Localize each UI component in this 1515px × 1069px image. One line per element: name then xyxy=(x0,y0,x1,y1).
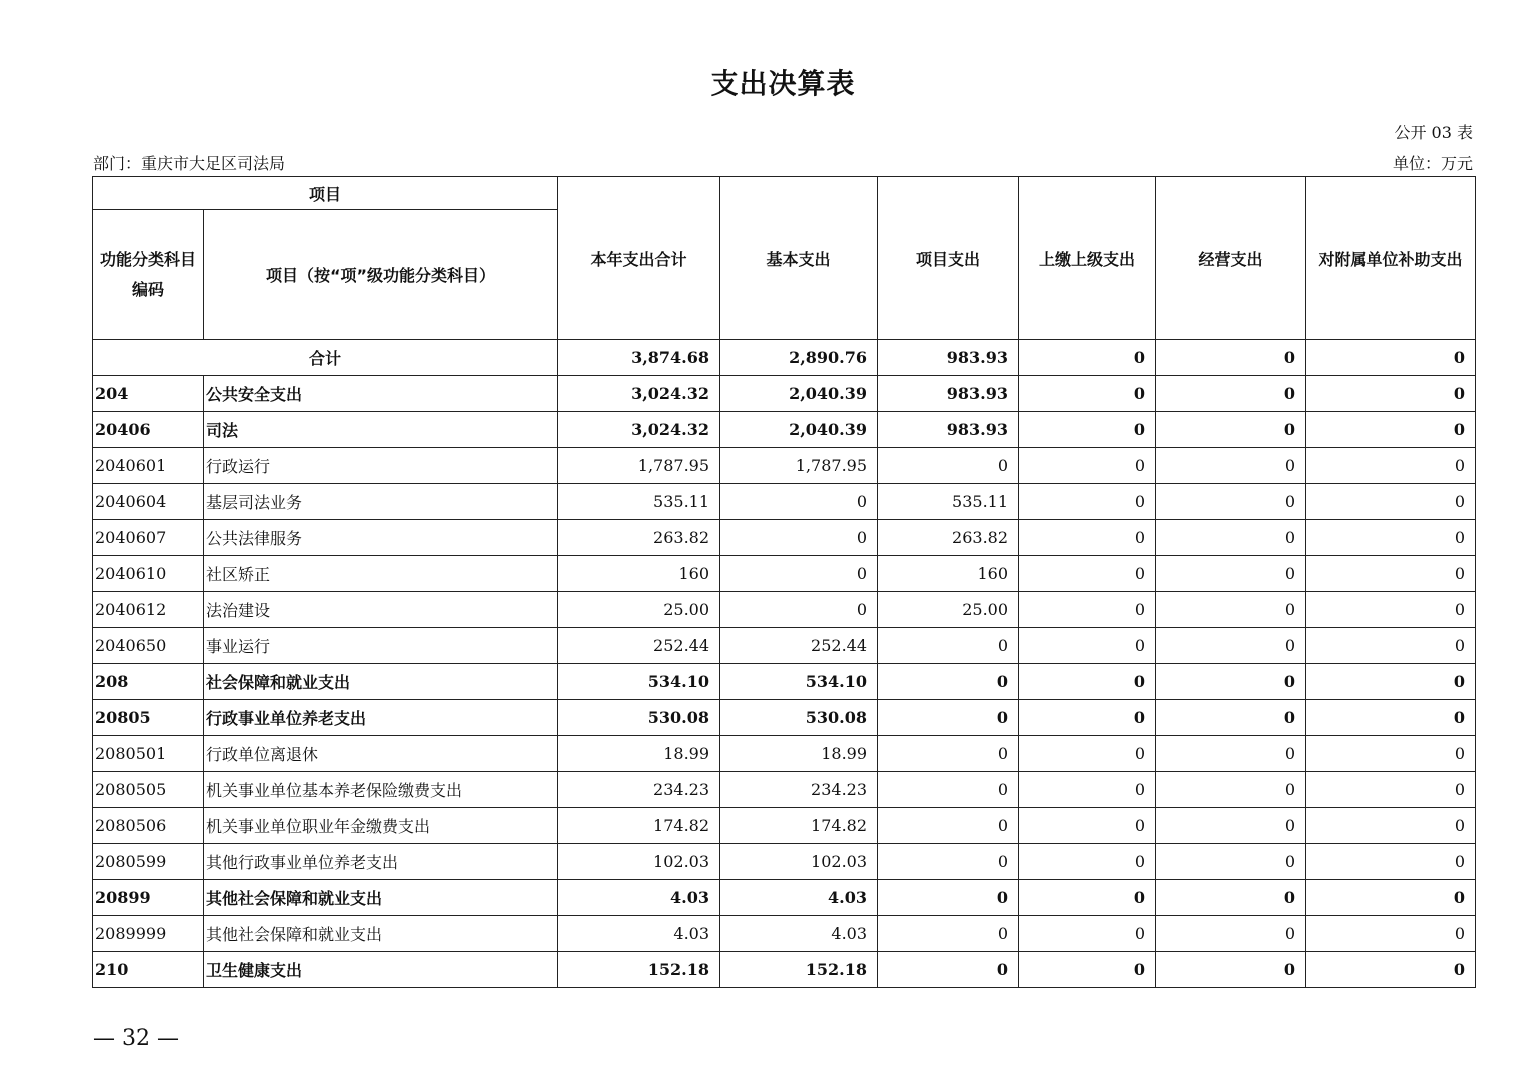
row-value: 0 xyxy=(1306,880,1476,916)
row-value: 0 xyxy=(1019,952,1156,988)
table-row xyxy=(93,556,1476,592)
row-value: 0 xyxy=(1306,772,1476,808)
header-subsidiary: 对附属单位补助支出 xyxy=(1306,177,1476,340)
row-code: 210 xyxy=(93,952,204,988)
row-name: 行政事业单位养老支出 xyxy=(204,700,558,736)
row-value: 0 xyxy=(1019,772,1156,808)
total-row xyxy=(93,340,1476,376)
row-value: 3,024.32 xyxy=(558,376,720,412)
table-row xyxy=(93,376,1476,412)
row-name: 其他行政事业单位养老支出 xyxy=(204,844,558,880)
row-value: 0 xyxy=(1156,592,1306,628)
total-cell: 2,890.76 xyxy=(720,340,878,376)
table-row xyxy=(93,520,1476,556)
row-value: 1,787.95 xyxy=(558,448,720,484)
row-value: 2,040.39 xyxy=(720,376,878,412)
row-name: 事业运行 xyxy=(204,628,558,664)
row-code: 2040610 xyxy=(93,556,204,592)
row-name: 机关事业单位职业年金缴费支出 xyxy=(204,808,558,844)
total-cell: 3,874.68 xyxy=(558,340,720,376)
row-value: 0 xyxy=(1019,844,1156,880)
row-value: 0 xyxy=(878,916,1019,952)
table-row xyxy=(93,772,1476,808)
row-code: 2040604 xyxy=(93,484,204,520)
row-value: 152.18 xyxy=(720,952,878,988)
row-value: 0 xyxy=(720,484,878,520)
row-name: 行政运行 xyxy=(204,448,558,484)
row-value: 535.11 xyxy=(558,484,720,520)
row-value: 535.11 xyxy=(878,484,1019,520)
header-total: 本年支出合计 xyxy=(558,177,720,340)
row-value: 0 xyxy=(1156,844,1306,880)
row-value: 0 xyxy=(720,556,878,592)
table-row xyxy=(93,484,1476,520)
row-code: 2080599 xyxy=(93,844,204,880)
header-basic: 基本支出 xyxy=(720,177,878,340)
row-value: 102.03 xyxy=(720,844,878,880)
row-value: 0 xyxy=(1306,664,1476,700)
row-value: 174.82 xyxy=(720,808,878,844)
row-value: 0 xyxy=(1156,736,1306,772)
table-row xyxy=(93,448,1476,484)
header-code xyxy=(93,210,204,340)
row-value: 18.99 xyxy=(558,736,720,772)
row-value: 0 xyxy=(1019,700,1156,736)
row-value: 0 xyxy=(1156,700,1306,736)
row-value: 0 xyxy=(878,808,1019,844)
row-value: 0 xyxy=(1156,880,1306,916)
total-cell: 0 xyxy=(1156,340,1306,376)
row-name: 机关事业单位基本养老保险缴费支出 xyxy=(204,772,558,808)
unit-label: 单位：万元 xyxy=(1392,154,1473,173)
row-value: 0 xyxy=(1306,916,1476,952)
row-name: 其他社会保障和就业支出 xyxy=(204,880,558,916)
row-value: 0 xyxy=(720,592,878,628)
row-value: 0 xyxy=(1156,448,1306,484)
row-value: 0 xyxy=(1156,772,1306,808)
row-code: 2040607 xyxy=(93,520,204,556)
table-row xyxy=(93,592,1476,628)
row-value: 4.03 xyxy=(558,880,720,916)
row-code: 2080505 xyxy=(93,772,204,808)
row-value: 0 xyxy=(1156,484,1306,520)
row-code: 20899 xyxy=(93,880,204,916)
header-project-expenditure: 项目支出 xyxy=(878,177,1019,340)
row-value: 0 xyxy=(1306,376,1476,412)
row-name: 卫生健康支出 xyxy=(204,952,558,988)
row-code: 2040601 xyxy=(93,448,204,484)
table-row xyxy=(93,628,1476,664)
row-value: 0 xyxy=(878,772,1019,808)
row-value: 534.10 xyxy=(558,664,720,700)
row-value: 3,024.32 xyxy=(558,412,720,448)
page-number: — 32 — xyxy=(93,1026,179,1051)
row-value: 174.82 xyxy=(558,808,720,844)
row-value: 0 xyxy=(1156,412,1306,448)
row-value: 0 xyxy=(1156,664,1306,700)
row-value: 0 xyxy=(1019,484,1156,520)
header-code-line1: 功能分类科目 xyxy=(99,249,196,269)
row-value: 4.03 xyxy=(720,916,878,952)
row-value: 0 xyxy=(1306,700,1476,736)
row-name: 社区矫正 xyxy=(204,556,558,592)
row-code: 2040612 xyxy=(93,592,204,628)
table-number: 公开 03 表 xyxy=(1394,123,1473,142)
row-value: 0 xyxy=(1019,880,1156,916)
row-value: 0 xyxy=(1306,484,1476,520)
table-row xyxy=(93,736,1476,772)
row-value: 263.82 xyxy=(878,520,1019,556)
total-label: 合计 xyxy=(93,340,558,376)
row-value: 0 xyxy=(1156,520,1306,556)
row-name: 社会保障和就业支出 xyxy=(204,664,558,700)
table-row xyxy=(93,952,1476,988)
row-value: 252.44 xyxy=(720,628,878,664)
row-value: 0 xyxy=(720,520,878,556)
row-value: 0 xyxy=(1306,520,1476,556)
row-name: 法治建设 xyxy=(204,592,558,628)
row-value: 0 xyxy=(878,880,1019,916)
row-code: 20805 xyxy=(93,700,204,736)
row-value: 0 xyxy=(1156,916,1306,952)
row-name: 其他社会保障和就业支出 xyxy=(204,916,558,952)
row-value: 0 xyxy=(1019,556,1156,592)
row-value: 18.99 xyxy=(720,736,878,772)
row-value: 0 xyxy=(1019,376,1156,412)
row-value: 1,787.95 xyxy=(720,448,878,484)
row-value: 0 xyxy=(1156,808,1306,844)
row-value: 102.03 xyxy=(558,844,720,880)
row-value: 252.44 xyxy=(558,628,720,664)
total-cell: 983.93 xyxy=(878,340,1019,376)
row-value: 2,040.39 xyxy=(720,412,878,448)
row-name: 公共安全支出 xyxy=(204,376,558,412)
row-name: 基层司法业务 xyxy=(204,484,558,520)
row-name: 公共法律服务 xyxy=(204,520,558,556)
row-value: 0 xyxy=(878,664,1019,700)
row-value: 0 xyxy=(1156,376,1306,412)
row-value: 160 xyxy=(558,556,720,592)
row-name: 行政单位离退休 xyxy=(204,736,558,772)
row-value: 0 xyxy=(1306,448,1476,484)
row-value: 0 xyxy=(878,448,1019,484)
row-value: 234.23 xyxy=(720,772,878,808)
row-value: 25.00 xyxy=(878,592,1019,628)
header-item-name: 项目（按“项”级功能分类科目） xyxy=(204,210,558,340)
row-value: 234.23 xyxy=(558,772,720,808)
page-title: 支出决算表 xyxy=(710,67,856,100)
row-name: 司法 xyxy=(204,412,558,448)
row-value: 0 xyxy=(1306,592,1476,628)
row-value: 534.10 xyxy=(720,664,878,700)
row-value: 0 xyxy=(1019,412,1156,448)
row-code: 204 xyxy=(93,376,204,412)
row-value: 0 xyxy=(1019,736,1156,772)
row-code: 2080506 xyxy=(93,808,204,844)
department-label: 部门：重庆市大足区司法局 xyxy=(93,154,286,173)
row-value: 0 xyxy=(1019,592,1156,628)
row-value: 25.00 xyxy=(558,592,720,628)
row-value: 0 xyxy=(1019,448,1156,484)
row-value: 4.03 xyxy=(720,880,878,916)
table-row xyxy=(93,844,1476,880)
row-code: 2040650 xyxy=(93,628,204,664)
header-upper-level: 上缴上级支出 xyxy=(1019,177,1156,340)
header-code-line2: 编码 xyxy=(131,279,164,299)
header-project: 项目 xyxy=(93,177,558,210)
row-value: 0 xyxy=(1019,808,1156,844)
row-value: 983.93 xyxy=(878,376,1019,412)
row-value: 0 xyxy=(1019,916,1156,952)
row-value: 0 xyxy=(1306,808,1476,844)
total-cell: 0 xyxy=(1306,340,1476,376)
table-row xyxy=(93,412,1476,448)
row-value: 0 xyxy=(878,628,1019,664)
row-value: 0 xyxy=(1019,664,1156,700)
row-code: 2089999 xyxy=(93,916,204,952)
table-row xyxy=(93,880,1476,916)
expenditure-table xyxy=(92,176,1476,988)
row-value: 0 xyxy=(1306,628,1476,664)
row-value: 0 xyxy=(1306,736,1476,772)
row-value: 0 xyxy=(878,700,1019,736)
row-value: 160 xyxy=(878,556,1019,592)
row-code: 208 xyxy=(93,664,204,700)
row-value: 0 xyxy=(1156,628,1306,664)
table-row xyxy=(93,808,1476,844)
row-value: 0 xyxy=(1306,844,1476,880)
row-value: 0 xyxy=(1156,952,1306,988)
header-business: 经营支出 xyxy=(1156,177,1306,340)
row-code: 2080501 xyxy=(93,736,204,772)
row-value: 0 xyxy=(1019,520,1156,556)
table-row xyxy=(93,700,1476,736)
row-value: 0 xyxy=(878,952,1019,988)
row-value: 263.82 xyxy=(558,520,720,556)
total-cell: 0 xyxy=(1019,340,1156,376)
table-row xyxy=(93,664,1476,700)
row-value: 0 xyxy=(878,736,1019,772)
row-value: 0 xyxy=(1306,556,1476,592)
row-value: 0 xyxy=(1156,556,1306,592)
row-value: 530.08 xyxy=(558,700,720,736)
row-value: 0 xyxy=(1306,952,1476,988)
row-value: 530.08 xyxy=(720,700,878,736)
row-value: 0 xyxy=(1019,628,1156,664)
row-value: 0 xyxy=(878,844,1019,880)
table-row xyxy=(93,916,1476,952)
row-value: 0 xyxy=(1306,412,1476,448)
row-value: 4.03 xyxy=(558,916,720,952)
row-code: 20406 xyxy=(93,412,204,448)
row-value: 152.18 xyxy=(558,952,720,988)
row-value: 983.93 xyxy=(878,412,1019,448)
